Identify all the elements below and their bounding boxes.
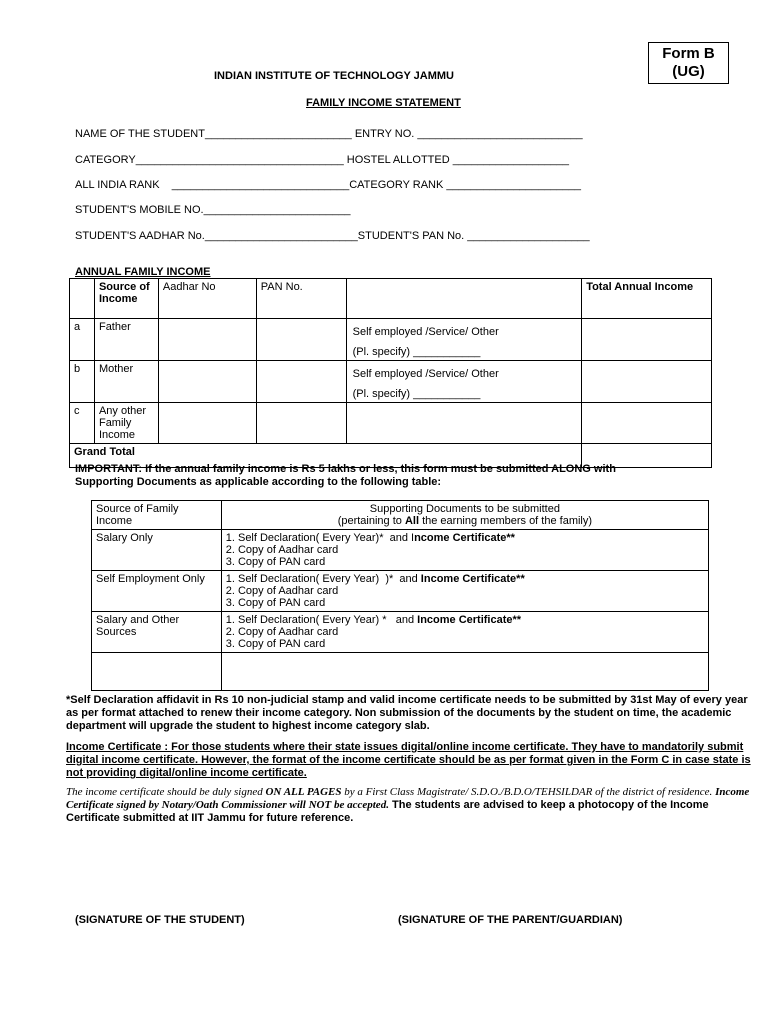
income-table: [69, 278, 712, 468]
doc-item-text: 1. Self Declaration( Every Year) * and: [225, 614, 418, 626]
row-source: Any other Family Income: [94, 403, 158, 444]
father-total-cell[interactable]: [582, 319, 712, 361]
signing-note-part5: The students are advised to keep a photocopy of the Income Certificate submitted at IIT Jammu for future reference.: [66, 799, 709, 824]
doc-header-source: Source of Family Income: [92, 501, 222, 530]
mother-aadhar-cell[interactable]: [158, 361, 256, 403]
documents-table: [91, 500, 709, 691]
row-index: b: [70, 361, 95, 403]
doc-source: Salary and Other Sources: [92, 612, 222, 653]
specify-note: (Pl. specify) ___________: [352, 388, 481, 400]
doc-header-2b: All: [404, 515, 420, 527]
row-source: Father: [94, 319, 158, 361]
occupation-note: Self employed /Service/ Other: [352, 326, 499, 338]
doc-list: [221, 571, 708, 612]
income-certificate-note: Income Certificate : For those students where their state issues digital/online income certificate. They have to mandatorily submit digital income certificate. However, the format of the income certificate should be as per format given in the Form C in case state is not providing digital/online income certificate.: [66, 741, 751, 779]
doc-item: [226, 573, 704, 585]
doc-item-bold: ncome Certificate**: [414, 532, 515, 544]
other-total-cell[interactable]: [582, 403, 712, 444]
doc-source: Self Employment Only: [92, 571, 222, 612]
father-aadhar-cell[interactable]: [158, 319, 256, 361]
doc-item: 2. Copy of Aadhar card: [225, 626, 339, 638]
signing-note-part2: ON ALL PAGES: [265, 786, 342, 798]
doc-item: 2. Copy of Aadhar card: [225, 585, 339, 597]
doc-header-line2: [226, 515, 704, 527]
doc-title: FAMILY INCOME STATEMENT: [306, 97, 461, 109]
other-occupation-cell[interactable]: [346, 403, 582, 444]
doc-list: [221, 530, 708, 571]
field-mobile[interactable]: STUDENT'S MOBILE NO.________________________: [75, 204, 351, 216]
header-pan: PAN No.: [256, 279, 346, 319]
self-declaration-note: *Self Declaration affidavit in Rs 10 non-judicial stamp and valid income certificate needs to be submitted by 31st May of every year as per format attached to renew their income category. Non submission of the documents by the student on time, the academic department will upgrade the student to highest income category slab.: [66, 694, 748, 732]
signing-note-part3: by a First Class Magistrate/ S.D.O./B.D.O/TEHSILDAR of the district of residence.: [341, 786, 716, 798]
parent-signature-label: (SIGNATURE OF THE PARENT/GUARDIAN): [398, 914, 623, 926]
student-signature-label: (SIGNATURE OF THE STUDENT): [75, 914, 245, 926]
field-name-entry[interactable]: NAME OF THE STUDENT________________________ ENTRY NO. ___________________________: [75, 128, 583, 140]
row-index: c: [70, 403, 95, 444]
header-total: Total Annual Income: [582, 279, 712, 319]
signing-note-part4: Income Certificate signed by Notary/Oath Commissioner will NOT be accepted.: [66, 786, 750, 811]
doc-header-line1: Supporting Documents to be submitted: [369, 503, 560, 515]
mother-pan-cell[interactable]: [256, 361, 346, 403]
occupation-note: Self employed /Service/ Other: [352, 368, 499, 380]
doc-item: [226, 614, 704, 626]
form-tag: [648, 42, 729, 84]
grand-total-label: Grand Total: [70, 444, 582, 468]
field-category-hostel[interactable]: CATEGORY__________________________________ HOSTEL ALLOTTED ___________________: [75, 154, 569, 166]
doc-item-bold: Income Certificate**: [417, 614, 522, 626]
income-table-heading: ANNUAL FAMILY INCOME: [75, 266, 211, 278]
doc-header-docs: [221, 501, 708, 530]
other-pan-cell[interactable]: [256, 403, 346, 444]
row-index: a: [70, 319, 95, 361]
doc-item-bold: Income Certificate**: [420, 573, 525, 585]
doc-header-2a: (pertaining to: [337, 515, 405, 527]
doc-item: 3. Copy of PAN card: [225, 556, 326, 568]
field-aadhar-pan[interactable]: STUDENT'S AADHAR No._________________________STUDENT'S PAN No. ____________________: [75, 230, 590, 242]
signing-note-part1: The income certificate should be duly signed: [66, 786, 266, 798]
form-tag-line2: (UG): [672, 63, 705, 80]
specify-note: (Pl. specify) ___________: [352, 346, 481, 358]
signing-note: [66, 786, 752, 825]
doc-source: Salary Only: [92, 530, 222, 571]
institute-name: INDIAN INSTITUTE OF TECHNOLOGY JAMMU: [214, 70, 454, 82]
doc-item: 2. Copy of Aadhar card: [225, 544, 339, 556]
doc-item-text: 1. Self Declaration( Every Year)* and I: [225, 532, 415, 544]
important-note: IMPORTANT: If the annual family income is Rs 5 lakhs or less, this form must be submitted ALONG with Supporting Documents as applicable according to the following table:: [75, 463, 616, 488]
form-tag-line1: Form B: [662, 45, 715, 62]
header-source: Source of Income: [94, 279, 158, 319]
doc-item: 3. Copy of PAN card: [225, 597, 326, 609]
other-aadhar-cell[interactable]: [158, 403, 256, 444]
header-aadhar: Aadhar No: [158, 279, 256, 319]
doc-item: 3. Copy of PAN card: [225, 638, 326, 650]
mother-total-cell[interactable]: [582, 361, 712, 403]
doc-list: [221, 612, 708, 653]
doc-item-text: 1. Self Declaration( Every Year) )* and: [225, 573, 421, 585]
row-source: Mother: [94, 361, 158, 403]
father-pan-cell[interactable]: [256, 319, 346, 361]
field-rank[interactable]: ALL INDIA RANK _____________________________CATEGORY RANK ______________________: [75, 179, 581, 191]
mother-occupation-cell[interactable]: [346, 361, 582, 403]
father-occupation-cell[interactable]: [346, 319, 582, 361]
doc-item: [226, 532, 704, 544]
doc-header-2c: the earning members of the family): [419, 515, 593, 527]
